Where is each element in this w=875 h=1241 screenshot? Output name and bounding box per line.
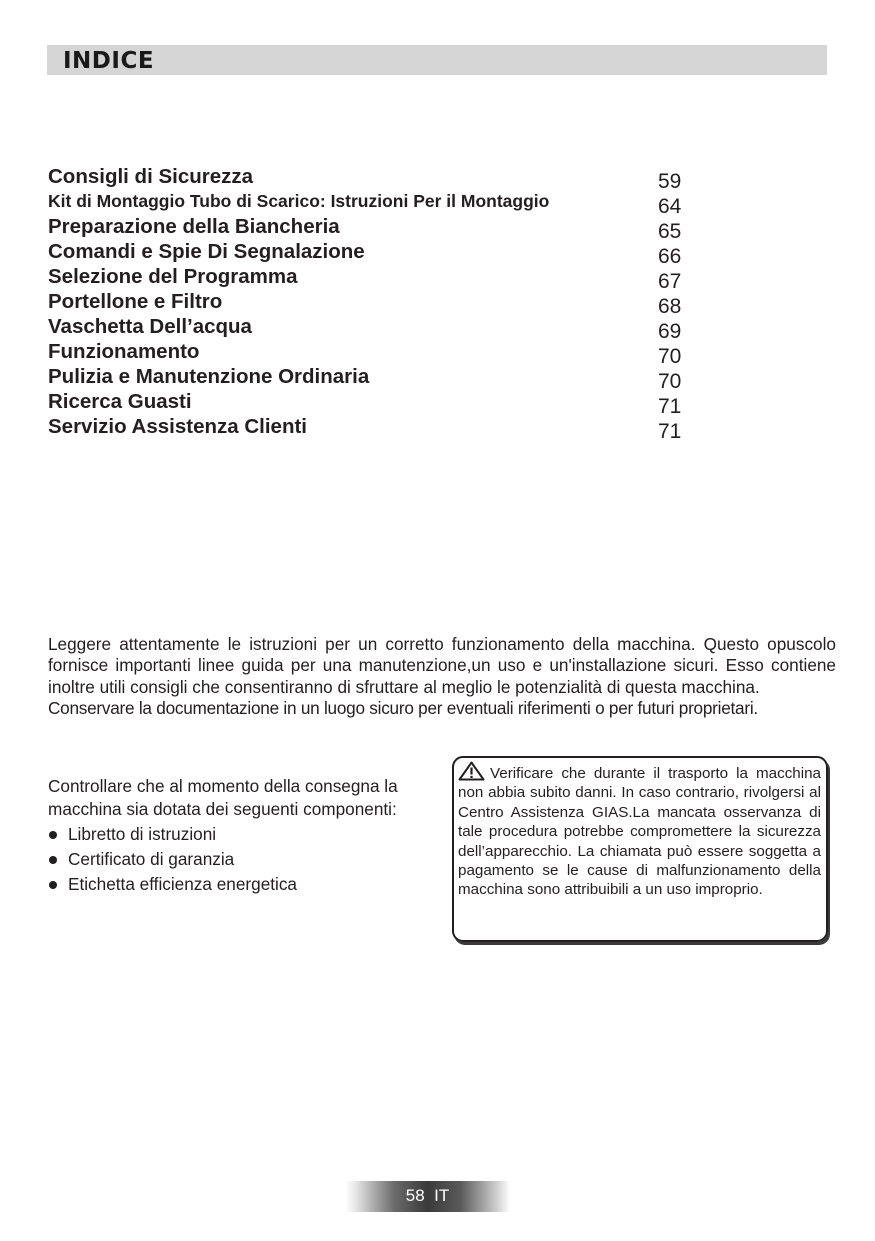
list-item-label: Certificato di garanzia [68, 849, 235, 869]
toc-entry[interactable]: Servizio Assistenza Clienti [48, 415, 307, 438]
toc-page-number: 69 [658, 320, 682, 343]
components-lead: Controllare che al momento della consegna la macchina sia dotata dei seguenti componenti: [48, 776, 398, 819]
toc-page-number: 68 [658, 295, 682, 318]
intro-paragraph: Leggere attentamente le istruzioni per un corretto funzionamento della macchina. Questo opuscolo fornisce importanti linee guida per una manutenzione,un uso e un'installazione sicuri. Esso contiene inoltre utili consigli che consentiranno di sfruttare al meglio le potenzialità di questa macchina. [48, 634, 836, 697]
warning-triangle-icon [458, 761, 485, 781]
footer-label [345, 1186, 510, 1206]
page-title: INDICE [63, 48, 155, 74]
toc-entry[interactable]: Ricerca Guasti [48, 390, 192, 413]
toc-entry[interactable]: Pulizia e Manutenzione Ordinaria [48, 365, 370, 388]
toc-page-number: 59 [658, 170, 682, 193]
list-item [48, 872, 418, 897]
toc-entry[interactable]: Selezione del Programma [48, 265, 298, 288]
language-code: IT [434, 1186, 450, 1205]
toc-entry[interactable]: Comandi e Spie Di Segnalazione [48, 240, 365, 263]
warning-text: Verificare che durante il trasporto la macchina non abbia subito danni. In caso contrario, rivolgersi al Centro Assistenza GIAS.La mancata osservanza di tale procedura potrebbe compromettere la sicurezza dell’apparecchio. La chiamata può essere soggetta a pagamento se le cause di malfunzionamento della macchina sono attribuibili a un uso improprio. [458, 765, 821, 899]
toc-page-number: 71 [658, 420, 682, 443]
header-bar [47, 45, 827, 75]
toc-page-number: 65 [658, 220, 682, 243]
components-list [48, 822, 418, 897]
page-number: 58 [405, 1186, 425, 1205]
components-section [48, 775, 418, 897]
toc-page-number: 70 [658, 345, 682, 368]
toc-list [48, 164, 658, 439]
list-item [48, 822, 418, 847]
toc-page-number: 64 [658, 195, 682, 218]
toc-page-numbers [658, 169, 698, 444]
intro-paragraph: Conservare la documentazione in un luogo sicuro per eventuali riferimenti o per futuri proprietari. [48, 697, 758, 718]
toc-entry[interactable]: Vaschetta Dell’acqua [48, 315, 252, 338]
list-item-label: Libretto di istruzioni [68, 824, 217, 844]
toc-entry[interactable]: Portellone e Filtro [48, 290, 223, 313]
toc-page-number: 71 [658, 395, 682, 418]
toc-page-number: 66 [658, 245, 682, 268]
toc-entry[interactable]: Funzionamento [48, 340, 200, 363]
toc-entry[interactable]: Preparazione della Biancheria [48, 215, 340, 238]
page-footer [345, 1181, 510, 1212]
bullet-icon [49, 881, 57, 889]
intro-text [48, 634, 836, 719]
bullet-icon [49, 856, 57, 864]
list-item [48, 847, 418, 872]
toc-page-number: 67 [658, 270, 682, 293]
warning-box [452, 756, 828, 942]
bullet-icon [49, 831, 57, 839]
toc-entry[interactable]: Kit di Montaggio Tubo di Scarico: Istruzioni Per il Montaggio [48, 191, 550, 211]
toc-page-number: 70 [658, 370, 682, 393]
toc-entry[interactable]: Consigli di Sicurezza [48, 165, 254, 188]
list-item-label: Etichetta efficienza energetica [68, 874, 297, 894]
